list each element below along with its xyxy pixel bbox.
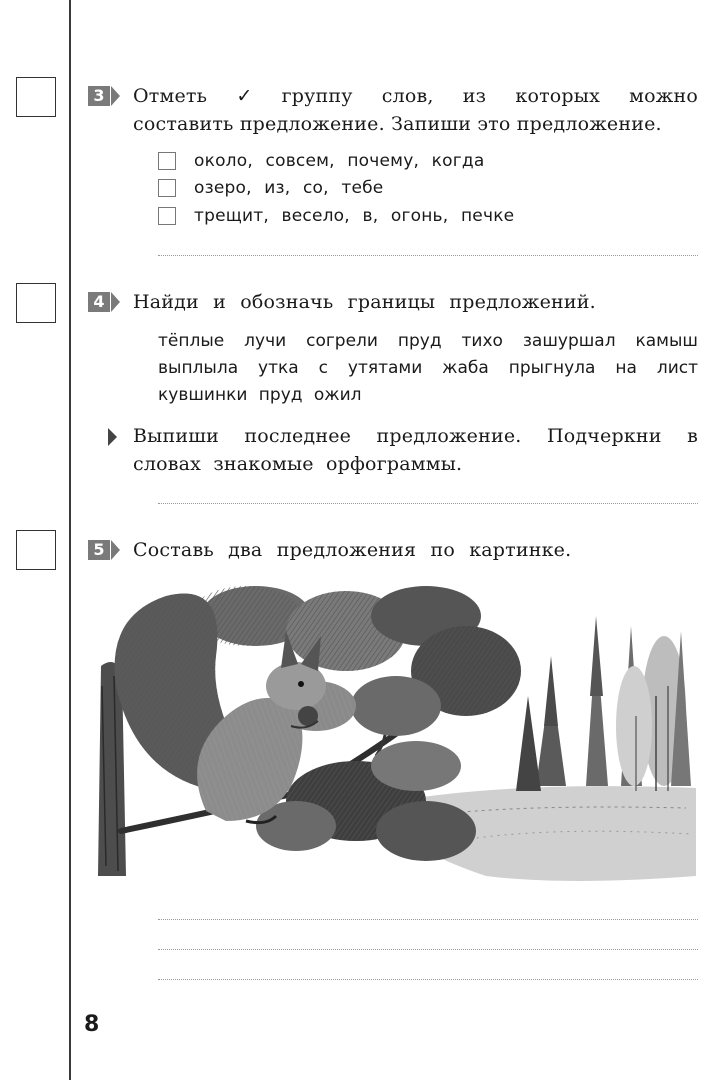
task-3-arrow-icon [111, 86, 120, 106]
option-checkbox-2[interactable] [158, 179, 176, 197]
score-box-task-4[interactable] [16, 283, 56, 323]
task-5-number: 5 [88, 540, 110, 560]
task-3-instruction [133, 82, 698, 138]
option-row-1[interactable] [158, 150, 484, 172]
passage-line-3: кувшинки пруд ожил [158, 385, 362, 405]
option-label-2: озеро, из, со, тебе [194, 178, 384, 198]
score-box-task-5[interactable] [16, 530, 56, 570]
task-4-answer-line[interactable] [158, 503, 698, 504]
task-3-text-part-b: группу слов, из которых можно [281, 85, 698, 107]
task-4-subtask [133, 422, 698, 478]
subtask-arrow-icon [108, 428, 117, 446]
task-5-answer-line-2[interactable] [158, 949, 698, 950]
task-4-instruction: Найди и обозначь границы предложений. [133, 291, 596, 313]
task-5-badge [88, 540, 124, 560]
task-3-badge [88, 86, 124, 106]
task-3-text-line-2: составить предложение. Запиши это предложение. [133, 113, 662, 135]
page-number: 8 [84, 1012, 100, 1037]
task-5-instruction: Составь два предложения по картинке. [133, 539, 572, 561]
squirrel-illustration [96, 576, 696, 886]
task-4-arrow-icon [111, 292, 120, 312]
option-checkbox-3[interactable] [158, 207, 176, 225]
option-checkbox-1[interactable] [158, 152, 176, 170]
task-5-answer-line-3[interactable] [158, 979, 698, 980]
task-4-badge [88, 292, 124, 312]
task-4-passage [158, 328, 698, 409]
score-box-task-3[interactable] [16, 77, 56, 117]
passage-line-1: тёплые лучи согрели пруд тихо зашуршал камыш [158, 331, 698, 351]
option-row-2[interactable] [158, 177, 383, 199]
checkmark-icon: ✓ [236, 85, 253, 107]
option-label-3: трещит, весело, в, огонь, печке [194, 206, 515, 226]
task-4-subtask-line-2: словах знакомые орфограммы. [133, 453, 463, 475]
task-5-arrow-icon [111, 540, 120, 560]
task-3-text-part-a: Отметь [133, 85, 208, 107]
background-trees [516, 616, 691, 791]
option-row-3[interactable] [158, 205, 514, 227]
task-4-number: 4 [88, 292, 110, 312]
passage-line-2: выплыла утка с утятами жаба прыгнула на лист [158, 358, 698, 378]
task-3-answer-line[interactable] [158, 255, 698, 256]
task-5-answer-line-1[interactable] [158, 919, 698, 920]
task-3-number: 3 [88, 86, 110, 106]
task-4-subtask-line-1: Выпиши последнее предложение. Подчеркни в [133, 425, 698, 447]
margin-line [69, 0, 71, 1080]
option-label-1: около, совсем, почему, когда [194, 151, 485, 171]
